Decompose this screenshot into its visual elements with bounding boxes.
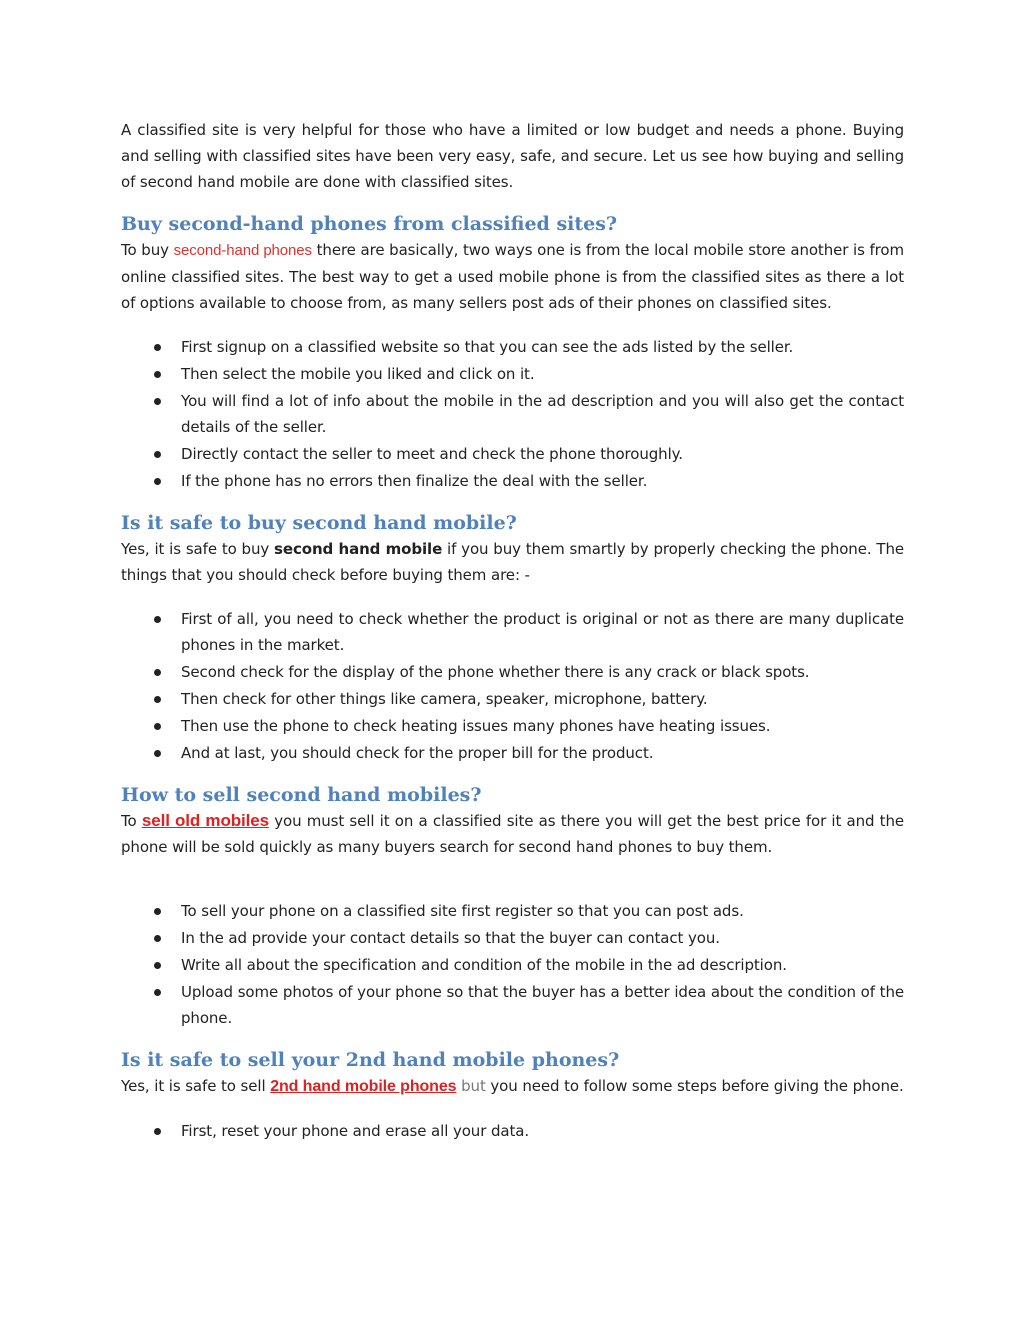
check-list	[121, 606, 904, 766]
heading-safe-sell: Is it safe to sell your 2nd hand mobile phones?	[121, 1049, 620, 1071]
list-item: You will find a lot of info about the mobile in the ad description and you will also get the contact details of the seller.	[121, 388, 904, 440]
list-item: First signup on a classified website so that you can see the ads listed by the seller.	[121, 334, 904, 360]
buy-steps-list	[121, 334, 904, 494]
sell-paragraph: To sell old mobiles you must sell it on a classified site as there you will get the best price for it and the phone will be sold quickly as many buyers search for second hand phones to buy them.	[121, 811, 905, 856]
bold-second-hand-mobile: second hand mobile	[274, 540, 443, 558]
list-item: First, reset your phone and erase all your data.	[121, 1118, 904, 1144]
list-item: Second check for the display of the phone whether there is any crack or black spots.	[121, 659, 904, 685]
link-sell-old-mobiles[interactable]: sell old mobiles	[141, 811, 269, 830]
list-item: Then check for other things like camera, speaker, microphone, battery.	[121, 686, 904, 712]
list-item: To sell your phone on a classified site first register so that you can post ads.	[121, 898, 904, 924]
list-item: In the ad provide your contact details so that the buyer can contact you.	[121, 925, 904, 951]
list-item: Directly contact the seller to meet and check the phone thoroughly.	[121, 441, 904, 467]
sell-steps-list	[121, 898, 904, 1031]
list-item: First of all, you need to check whether the product is original or not as there are many duplicate phones in the market.	[121, 606, 904, 658]
list-item: Then use the phone to check heating issues many phones have heating issues.	[121, 713, 904, 739]
list-item: Upload some photos of your phone so that the buyer has a better idea about the condition of the phone.	[121, 979, 904, 1031]
link-second-hand-phones[interactable]: second-hand phones	[173, 242, 312, 259]
list-item: And at last, you should check for the proper bill for the product.	[121, 740, 904, 766]
link-2nd-hand-mobile-phones[interactable]: 2nd hand mobile phones	[270, 1078, 457, 1095]
intro-paragraph: A classified site is very helpful for those who have a limited or low budget and needs a phone. Buying and selling with classified sites have been very easy, safe, and secure. Let us see how buying and selling of second hand mobile are done with classified sites.	[121, 121, 904, 191]
safe-buy-paragraph: Yes, it is safe to buy second hand mobile if you buy them smartly by properly checking the phone. The things that you should check before buying them are: -	[121, 540, 904, 584]
heading-safe-buy: Is it safe to buy second hand mobile?	[121, 512, 517, 534]
document-body	[121, 117, 904, 1144]
safe-sell-paragraph: Yes, it is safe to sell 2nd hand mobile phones but you need to follow some steps before giving the phone.	[121, 1077, 904, 1095]
buy-paragraph: To buy second-hand phones there are basically, two ways one is from the local mobile store another is from online classified sites. The best way to get a used mobile phone is from the classified sites as there a lot of options available to choose from, as many sellers post ads of their phones on classified sites.	[121, 241, 904, 312]
heading-buy: Buy second-hand phones from classified sites?	[121, 213, 618, 235]
list-item: Write all about the specification and condition of the mobile in the ad description.	[121, 952, 904, 978]
list-item: Then select the mobile you liked and click on it.	[121, 361, 904, 387]
safe-sell-list	[121, 1118, 904, 1144]
heading-sell: How to sell second hand mobiles?	[121, 784, 482, 806]
list-item: If the phone has no errors then finalize the deal with the seller.	[121, 468, 904, 494]
